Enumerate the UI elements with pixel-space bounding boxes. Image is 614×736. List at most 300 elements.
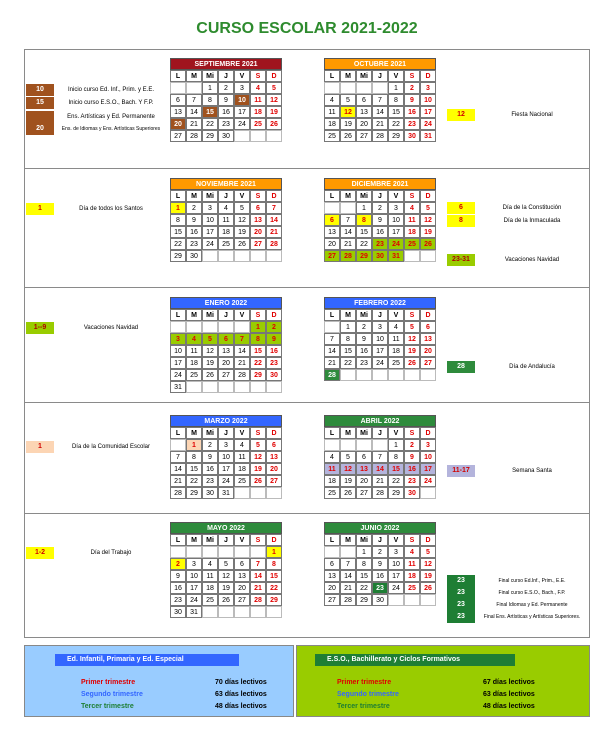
day-cell: 25 — [202, 594, 218, 606]
weekday-header: V — [388, 190, 404, 202]
day-cell: 30 — [372, 250, 388, 262]
day-cell: 7 — [250, 558, 266, 570]
day-cell: 22 — [170, 238, 186, 250]
day-cell: 8 — [388, 451, 404, 463]
page-title: CURSO ESCOLAR 2021-2022 — [196, 20, 418, 37]
weekday-header: J — [372, 427, 388, 439]
legend-badge: 23-31 — [447, 254, 475, 266]
day-cell: 29 — [250, 369, 266, 381]
legend-text: Semana Santa — [512, 468, 552, 474]
day-cell: 2 — [404, 439, 420, 451]
empty-cell — [266, 250, 282, 262]
legend-text: Final Idiomas y Ed. Permanente — [496, 602, 568, 608]
month-grid — [324, 190, 436, 262]
day-cell: 27 — [170, 130, 186, 142]
day-cell: 17 — [420, 463, 436, 475]
day-cell: 21 — [266, 226, 282, 238]
empty-cell — [218, 250, 234, 262]
empty-cell — [324, 202, 340, 214]
month-title: SEPTIEMBRE 2021 — [170, 58, 282, 70]
legend-text: Vacaciones Navidad — [504, 257, 560, 263]
weekday-header: J — [218, 70, 234, 82]
day-cell: 3 — [218, 439, 234, 451]
day-cell: 19 — [340, 475, 356, 487]
day-cell: 14 — [170, 463, 186, 475]
day-cell: 2 — [372, 202, 388, 214]
day-cell: 24 — [388, 238, 404, 250]
summary-left-row-label: Segundo trimestre — [81, 691, 143, 698]
day-cell: 16 — [404, 463, 420, 475]
day-cell: 1 — [266, 546, 282, 558]
day-cell: 30 — [218, 130, 234, 142]
day-cell: 10 — [372, 333, 388, 345]
month-calendar — [170, 415, 282, 499]
weekday-header: S — [404, 534, 420, 546]
day-cell: 9 — [218, 94, 234, 106]
day-cell: 28 — [324, 369, 340, 381]
day-cell: 8 — [356, 558, 372, 570]
day-cell: 17 — [170, 357, 186, 369]
day-cell: 25 — [234, 475, 250, 487]
weekday-header: D — [266, 534, 282, 546]
day-cell: 26 — [420, 238, 436, 250]
weekday-header: L — [324, 190, 340, 202]
empty-cell — [186, 321, 202, 333]
weekday-header: V — [234, 427, 250, 439]
weekday-header: D — [266, 70, 282, 82]
legend-badge: 1--9 — [26, 322, 54, 334]
empty-cell — [372, 439, 388, 451]
day-cell: 3 — [372, 321, 388, 333]
month-title: ABRIL 2022 — [324, 415, 436, 427]
day-cell: 12 — [218, 570, 234, 582]
day-cell: 30 — [404, 487, 420, 499]
day-cell: 9 — [372, 558, 388, 570]
day-cell: 3 — [388, 546, 404, 558]
day-cell: 23 — [218, 118, 234, 130]
weekday-header: S — [404, 70, 420, 82]
empty-cell — [420, 594, 436, 606]
summary-left-row-label: Primer trimestre — [81, 679, 136, 686]
day-cell: 16 — [202, 463, 218, 475]
empty-cell — [356, 439, 372, 451]
empty-cell — [202, 250, 218, 262]
legend-badge: 1 — [26, 441, 54, 453]
day-cell: 4 — [250, 82, 266, 94]
weekday-header: L — [170, 70, 186, 82]
month-grid — [170, 190, 282, 262]
day-cell: 6 — [356, 94, 372, 106]
day-cell: 23 — [372, 238, 388, 250]
day-cell: 4 — [186, 333, 202, 345]
summary-right — [296, 645, 590, 717]
legend-text: Día de la Comunidad Escolar — [71, 444, 151, 450]
empty-cell — [234, 487, 250, 499]
day-cell: 10 — [388, 558, 404, 570]
day-cell: 21 — [186, 118, 202, 130]
day-cell: 21 — [340, 238, 356, 250]
empty-cell — [234, 381, 250, 393]
day-cell: 20 — [324, 238, 340, 250]
day-cell: 8 — [340, 333, 356, 345]
weekday-header: S — [250, 427, 266, 439]
day-cell: 6 — [324, 558, 340, 570]
day-cell: 6 — [170, 94, 186, 106]
day-cell: 15 — [202, 106, 218, 118]
day-cell: 26 — [250, 475, 266, 487]
empty-cell — [234, 546, 250, 558]
day-cell: 17 — [218, 463, 234, 475]
weekday-header: D — [420, 190, 436, 202]
day-cell: 22 — [388, 118, 404, 130]
weekday-header: L — [324, 427, 340, 439]
day-cell: 15 — [388, 106, 404, 118]
day-cell: 26 — [404, 357, 420, 369]
day-cell: 16 — [356, 345, 372, 357]
empty-cell — [250, 606, 266, 618]
month-grid — [324, 427, 436, 499]
legend-text: Día de la Constitución — [502, 205, 562, 211]
day-cell: 17 — [372, 345, 388, 357]
day-cell: 9 — [202, 451, 218, 463]
month-title: NOVIEMBRE 2021 — [170, 178, 282, 190]
day-cell: 14 — [186, 106, 202, 118]
day-cell: 30 — [266, 369, 282, 381]
day-cell: 28 — [266, 238, 282, 250]
day-cell: 29 — [388, 130, 404, 142]
day-cell: 15 — [266, 570, 282, 582]
day-cell: 30 — [170, 606, 186, 618]
day-cell: 7 — [372, 94, 388, 106]
day-cell: 26 — [218, 594, 234, 606]
day-cell: 8 — [250, 333, 266, 345]
day-cell: 22 — [356, 238, 372, 250]
day-cell: 16 — [266, 345, 282, 357]
day-cell: 15 — [356, 226, 372, 238]
weekday-header: D — [266, 427, 282, 439]
month-grid — [324, 534, 436, 606]
day-cell: 5 — [404, 321, 420, 333]
weekday-header: D — [420, 427, 436, 439]
day-cell: 3 — [186, 558, 202, 570]
day-cell: 18 — [186, 357, 202, 369]
day-cell: 25 — [250, 118, 266, 130]
weekday-header: Mi — [202, 70, 218, 82]
weekday-header: S — [404, 427, 420, 439]
weekday-header: L — [170, 534, 186, 546]
day-cell: 18 — [324, 118, 340, 130]
weekday-header: S — [250, 534, 266, 546]
weekday-header: V — [234, 309, 250, 321]
day-cell: 12 — [234, 214, 250, 226]
day-cell: 23 — [266, 357, 282, 369]
legend-badge: 23 — [447, 587, 475, 599]
empty-cell — [234, 250, 250, 262]
day-cell: 30 — [186, 250, 202, 262]
summary-left — [24, 645, 294, 717]
day-cell: 6 — [324, 214, 340, 226]
day-cell: 7 — [266, 202, 282, 214]
day-cell: 15 — [170, 226, 186, 238]
weekday-header: V — [388, 70, 404, 82]
weekday-header: Mi — [356, 427, 372, 439]
day-cell: 22 — [186, 475, 202, 487]
day-cell: 12 — [420, 558, 436, 570]
empty-cell — [404, 250, 420, 262]
day-cell: 1 — [202, 82, 218, 94]
day-cell: 3 — [170, 333, 186, 345]
day-cell: 16 — [404, 106, 420, 118]
day-cell: 18 — [234, 463, 250, 475]
day-cell: 8 — [186, 451, 202, 463]
weekday-header: D — [420, 534, 436, 546]
day-cell: 27 — [324, 250, 340, 262]
day-cell: 30 — [404, 130, 420, 142]
day-cell: 8 — [388, 94, 404, 106]
day-cell: 27 — [234, 594, 250, 606]
weekday-header: Mi — [356, 534, 372, 546]
day-cell: 29 — [186, 487, 202, 499]
weekday-header: J — [218, 309, 234, 321]
day-cell: 11 — [234, 451, 250, 463]
day-cell: 24 — [170, 369, 186, 381]
day-cell: 27 — [356, 487, 372, 499]
day-cell: 11 — [324, 106, 340, 118]
weekday-header: M — [186, 534, 202, 546]
empty-cell — [356, 82, 372, 94]
day-cell: 1 — [186, 439, 202, 451]
month-title: DICIEMBRE 2021 — [324, 178, 436, 190]
day-cell: 3 — [202, 202, 218, 214]
legend-text: Final curso E.S.O., Bach., F.P. — [498, 590, 566, 596]
month-calendar — [170, 178, 282, 262]
day-cell: 13 — [324, 226, 340, 238]
row-separator — [24, 287, 590, 288]
day-cell: 14 — [340, 226, 356, 238]
day-cell: 14 — [340, 570, 356, 582]
day-cell: 11 — [404, 558, 420, 570]
legend-badge: 1 — [26, 203, 54, 215]
empty-cell — [324, 439, 340, 451]
day-cell: 28 — [250, 594, 266, 606]
day-cell: 26 — [266, 118, 282, 130]
day-cell: 24 — [420, 475, 436, 487]
day-cell: 10 — [388, 214, 404, 226]
day-cell: 6 — [356, 451, 372, 463]
day-cell: 25 — [218, 238, 234, 250]
day-cell: 19 — [234, 226, 250, 238]
day-cell: 25 — [388, 357, 404, 369]
empty-cell — [234, 606, 250, 618]
empty-cell — [202, 321, 218, 333]
summary-left-row-label: Tercer trimestre — [81, 703, 134, 710]
day-cell: 21 — [340, 582, 356, 594]
day-cell: 13 — [356, 463, 372, 475]
day-cell: 12 — [266, 94, 282, 106]
weekday-header: L — [324, 309, 340, 321]
day-cell: 4 — [404, 202, 420, 214]
empty-cell — [340, 369, 356, 381]
legend-text: Final Ens. Artísticas y Artísticas Superiores. — [483, 614, 581, 620]
day-cell: 20 — [420, 345, 436, 357]
row-separator — [24, 513, 590, 514]
day-cell: 14 — [372, 463, 388, 475]
day-cell: 29 — [202, 130, 218, 142]
day-cell: 1 — [356, 546, 372, 558]
day-cell: 13 — [356, 106, 372, 118]
day-cell: 29 — [356, 594, 372, 606]
legend-badge: 28 — [447, 361, 475, 373]
empty-cell — [218, 321, 234, 333]
legend-text: Día de Andalucía — [509, 364, 555, 370]
legend-badge: 1-2 — [26, 547, 54, 559]
weekday-header: V — [234, 534, 250, 546]
day-cell: 7 — [170, 451, 186, 463]
row-separator — [24, 168, 590, 169]
day-cell: 19 — [266, 106, 282, 118]
day-cell: 30 — [202, 487, 218, 499]
day-cell: 22 — [266, 582, 282, 594]
summary-right-row-value: 67 días lectivos — [483, 679, 535, 686]
month-calendar — [170, 58, 282, 142]
day-cell: 18 — [250, 106, 266, 118]
day-cell: 21 — [250, 582, 266, 594]
day-cell: 18 — [388, 345, 404, 357]
day-cell: 29 — [388, 487, 404, 499]
summary-left-row-value: 48 días lectivos — [215, 703, 267, 710]
month-title: FEBRERO 2022 — [324, 297, 436, 309]
empty-cell — [250, 546, 266, 558]
legend-badge: 23 — [447, 599, 475, 611]
day-cell: 15 — [340, 345, 356, 357]
day-cell: 8 — [202, 94, 218, 106]
day-cell: 13 — [324, 570, 340, 582]
weekday-header: S — [250, 190, 266, 202]
day-cell: 26 — [340, 487, 356, 499]
summary-left-row-value: 63 días lectivos — [215, 691, 267, 698]
day-cell: 5 — [420, 546, 436, 558]
day-cell: 24 — [186, 594, 202, 606]
day-cell: 30 — [372, 594, 388, 606]
day-cell: 2 — [186, 202, 202, 214]
weekday-header: M — [340, 190, 356, 202]
empty-cell — [170, 321, 186, 333]
day-cell: 4 — [404, 546, 420, 558]
empty-cell — [420, 250, 436, 262]
day-cell: 11 — [218, 214, 234, 226]
legend-badge: 23 — [447, 611, 475, 623]
legend-badge: 23 — [447, 575, 475, 587]
day-cell: 31 — [186, 606, 202, 618]
day-cell: 2 — [218, 82, 234, 94]
day-cell: 22 — [202, 118, 218, 130]
weekday-header: V — [388, 309, 404, 321]
empty-cell — [404, 594, 420, 606]
day-cell: 7 — [340, 214, 356, 226]
day-cell: 20 — [356, 118, 372, 130]
month-title: JUNIO 2022 — [324, 522, 436, 534]
month-calendar — [324, 415, 436, 499]
row-separator — [24, 402, 590, 403]
day-cell: 11 — [250, 94, 266, 106]
day-cell: 22 — [340, 357, 356, 369]
day-cell: 10 — [420, 94, 436, 106]
day-cell: 17 — [234, 106, 250, 118]
weekday-header: M — [340, 534, 356, 546]
day-cell: 13 — [266, 451, 282, 463]
day-cell: 6 — [250, 202, 266, 214]
weekday-header: S — [250, 70, 266, 82]
month-calendar — [170, 522, 282, 618]
day-cell: 17 — [388, 570, 404, 582]
weekday-header: M — [186, 309, 202, 321]
day-cell: 21 — [234, 357, 250, 369]
day-cell: 1 — [388, 439, 404, 451]
day-cell: 3 — [234, 82, 250, 94]
day-cell: 25 — [324, 487, 340, 499]
day-cell: 10 — [234, 94, 250, 106]
empty-cell — [420, 487, 436, 499]
day-cell: 16 — [218, 106, 234, 118]
day-cell: 14 — [372, 106, 388, 118]
weekday-header: Mi — [356, 309, 372, 321]
empty-cell — [324, 321, 340, 333]
weekday-header: J — [218, 190, 234, 202]
day-cell: 21 — [372, 475, 388, 487]
empty-cell — [250, 487, 266, 499]
day-cell: 13 — [234, 570, 250, 582]
day-cell: 15 — [388, 463, 404, 475]
weekday-header: M — [340, 427, 356, 439]
month-title: ENERO 2022 — [170, 297, 282, 309]
day-cell: 23 — [404, 475, 420, 487]
empty-cell — [372, 82, 388, 94]
day-cell: 8 — [170, 214, 186, 226]
day-cell: 2 — [372, 546, 388, 558]
day-cell: 22 — [250, 357, 266, 369]
empty-cell — [250, 381, 266, 393]
day-cell: 17 — [202, 226, 218, 238]
legend-text: Día de todos los Santos — [79, 206, 143, 212]
summary-right-row-value: 63 días lectivos — [483, 691, 535, 698]
day-cell: 8 — [356, 214, 372, 226]
day-cell: 9 — [404, 94, 420, 106]
day-cell: 24 — [234, 118, 250, 130]
legend-text: Día del Trabajo — [90, 550, 132, 556]
day-cell: 20 — [324, 582, 340, 594]
legend-badge: 11-17 — [447, 465, 475, 477]
legend-text: Ens. de Idiomas y Ens. Artísticas Superiores — [61, 126, 161, 132]
weekday-header: J — [372, 309, 388, 321]
weekday-header: S — [404, 309, 420, 321]
empty-cell — [186, 82, 202, 94]
day-cell: 6 — [234, 558, 250, 570]
weekday-header: D — [420, 70, 436, 82]
day-cell: 16 — [186, 226, 202, 238]
day-cell: 12 — [404, 333, 420, 345]
day-cell: 28 — [234, 369, 250, 381]
day-cell: 27 — [250, 238, 266, 250]
day-cell: 25 — [186, 369, 202, 381]
summary-right-title: E.S.O., Bachillerato y Ciclos Formativos — [315, 654, 515, 666]
weekday-header: M — [186, 190, 202, 202]
weekday-header: Mi — [356, 70, 372, 82]
legend-text: Fiesta Nacional — [511, 112, 553, 118]
empty-cell — [324, 82, 340, 94]
weekday-header: V — [234, 70, 250, 82]
day-cell: 14 — [234, 345, 250, 357]
day-cell: 24 — [218, 475, 234, 487]
